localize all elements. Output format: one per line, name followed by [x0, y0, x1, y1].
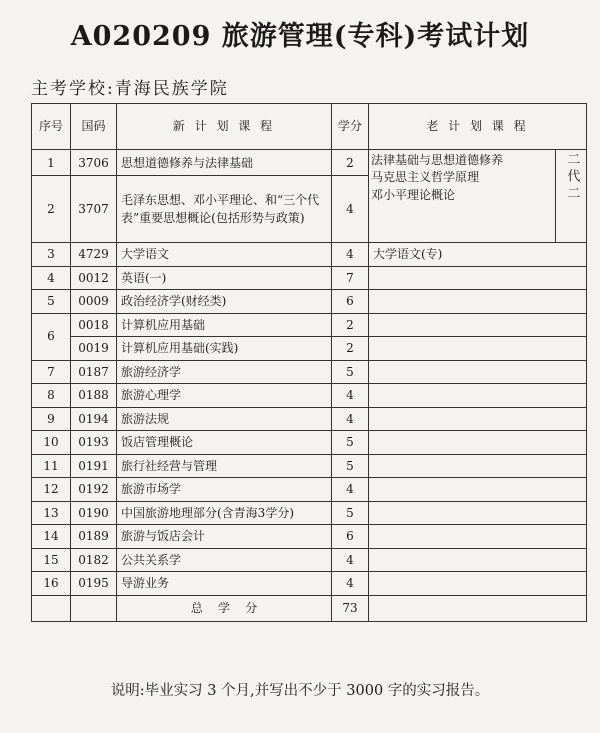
table-row	[32, 548, 587, 572]
row-credits: 6	[332, 290, 369, 314]
row-code: 0195	[71, 572, 117, 596]
row-credits: 5	[332, 454, 369, 478]
row-credits: 7	[332, 266, 369, 290]
row-code: 0194	[71, 407, 117, 431]
header-new-plan: 新 计 划 课 程	[117, 104, 332, 150]
row-code: 0019	[71, 337, 117, 361]
row-seq: 9	[32, 407, 71, 431]
table-row	[32, 290, 587, 314]
row-code: 3706	[71, 150, 117, 176]
row-code: 0189	[71, 525, 117, 549]
old-course-empty	[369, 478, 587, 502]
total-credits: 73	[332, 595, 369, 621]
row-credits: 2	[332, 313, 369, 337]
header-old-plan: 老 计 划 课 程	[369, 104, 587, 150]
row-credits: 5	[332, 501, 369, 525]
school-line: 主考学校:青海民族学院	[31, 79, 229, 99]
row-course: 计算机应用基础(实践)	[117, 337, 332, 361]
table-row	[32, 360, 587, 384]
row-course: 毛泽东思想、邓小平理论、和“三个代表”重要思想概论(包括形势与政策)	[117, 176, 332, 243]
table-row	[32, 150, 587, 176]
old-side-text: 二代二	[564, 152, 580, 203]
table-row	[32, 407, 587, 431]
old-course-empty	[369, 454, 587, 478]
row-credits: 4	[332, 243, 369, 267]
row-code: 0182	[71, 548, 117, 572]
header-credits: 学分	[332, 104, 369, 150]
row-seq: 4	[32, 266, 71, 290]
row-course: 思想道德修养与法律基础	[117, 150, 332, 176]
row-course: 旅游经济学	[117, 360, 332, 384]
row-seq: 8	[32, 384, 71, 408]
old-course-empty	[369, 572, 587, 596]
row-course: 导游业务	[117, 572, 332, 596]
old-course-empty	[369, 360, 587, 384]
table-row	[32, 525, 587, 549]
row-seq: 1	[32, 150, 71, 176]
row-course: 饭店管理概论	[117, 431, 332, 455]
row-code: 0187	[71, 360, 117, 384]
row-code: 0012	[71, 266, 117, 290]
header-code: 国码	[71, 104, 117, 150]
row-course: 中国旅游地理部分(含青海3学分)	[117, 501, 332, 525]
table-header-row	[32, 104, 587, 150]
row-credits: 6	[332, 525, 369, 549]
old-course: 大学语文(专)	[369, 243, 587, 267]
row-code: 0191	[71, 454, 117, 478]
row-seq: 11	[32, 454, 71, 478]
row-course: 旅游市场学	[117, 478, 332, 502]
table-row	[32, 266, 587, 290]
old-course-empty	[369, 337, 587, 361]
row-course: 旅游法规	[117, 407, 332, 431]
row-credits: 4	[332, 478, 369, 502]
old-course-empty	[369, 548, 587, 572]
total-spacer	[71, 595, 117, 621]
old-course: 邓小平理论概论	[371, 187, 456, 202]
old-course-group	[369, 150, 587, 243]
row-credits: 4	[332, 407, 369, 431]
row-code: 0190	[71, 501, 117, 525]
row-seq: 6	[32, 313, 71, 360]
row-code: 0192	[71, 478, 117, 502]
row-code: 0188	[71, 384, 117, 408]
table-row	[32, 572, 587, 596]
old-course: 马克思主义哲学原理	[371, 170, 480, 185]
table-row	[32, 431, 587, 455]
row-code: 0193	[71, 431, 117, 455]
row-seq: 12	[32, 478, 71, 502]
row-credits: 4	[332, 548, 369, 572]
row-course: 旅行社经营与管理	[117, 454, 332, 478]
row-seq: 14	[32, 525, 71, 549]
table-row	[32, 478, 587, 502]
row-seq: 13	[32, 501, 71, 525]
row-seq: 16	[32, 572, 71, 596]
row-credits: 5	[332, 431, 369, 455]
old-course-empty	[369, 266, 587, 290]
row-code: 0009	[71, 290, 117, 314]
row-course: 政治经济学(财经类)	[117, 290, 332, 314]
total-spacer	[32, 595, 71, 621]
row-seq: 15	[32, 548, 71, 572]
total-row	[32, 595, 587, 621]
header-seq: 序号	[32, 104, 71, 150]
row-course: 大学语文	[117, 243, 332, 267]
old-course-empty	[369, 431, 587, 455]
row-credits: 2	[332, 337, 369, 361]
row-seq: 2	[32, 176, 71, 243]
row-code: 0018	[71, 313, 117, 337]
exam-plan-table	[31, 103, 587, 622]
page-title: A020209 旅游管理(专科)考试计划	[70, 21, 530, 52]
table-row	[32, 454, 587, 478]
row-credits: 4	[332, 572, 369, 596]
row-course: 计算机应用基础	[117, 313, 332, 337]
row-course: 公共关系学	[117, 548, 332, 572]
row-code: 3707	[71, 176, 117, 243]
table-row	[32, 337, 587, 361]
old-course-empty	[369, 313, 587, 337]
old-course-empty	[369, 384, 587, 408]
old-course: 法律基础与思想道德修养	[371, 153, 504, 167]
old-course-empty	[369, 407, 587, 431]
total-label: 总 学 分	[117, 595, 332, 621]
footnote: 说明:毕业实习 3 个月,并写出不少于 3000 字的实习报告。	[110, 683, 490, 699]
row-credits: 5	[332, 360, 369, 384]
row-seq: 5	[32, 290, 71, 314]
table-row	[32, 384, 587, 408]
row-code: 4729	[71, 243, 117, 267]
row-seq: 7	[32, 360, 71, 384]
row-seq: 3	[32, 243, 71, 267]
table-row	[32, 243, 587, 267]
row-course: 旅游与饭店会计	[117, 525, 332, 549]
table-row	[32, 501, 587, 525]
row-course: 旅游心理学	[117, 384, 332, 408]
old-course-empty	[369, 290, 587, 314]
row-credits: 2	[332, 150, 369, 176]
row-course: 英语(一)	[117, 266, 332, 290]
old-course-empty	[369, 525, 587, 549]
old-course-empty	[369, 595, 587, 621]
old-course-side-note	[555, 150, 586, 242]
row-credits: 4	[332, 384, 369, 408]
row-credits: 4	[332, 176, 369, 243]
table-row	[32, 313, 587, 337]
old-course-empty	[369, 501, 587, 525]
row-seq: 10	[32, 431, 71, 455]
